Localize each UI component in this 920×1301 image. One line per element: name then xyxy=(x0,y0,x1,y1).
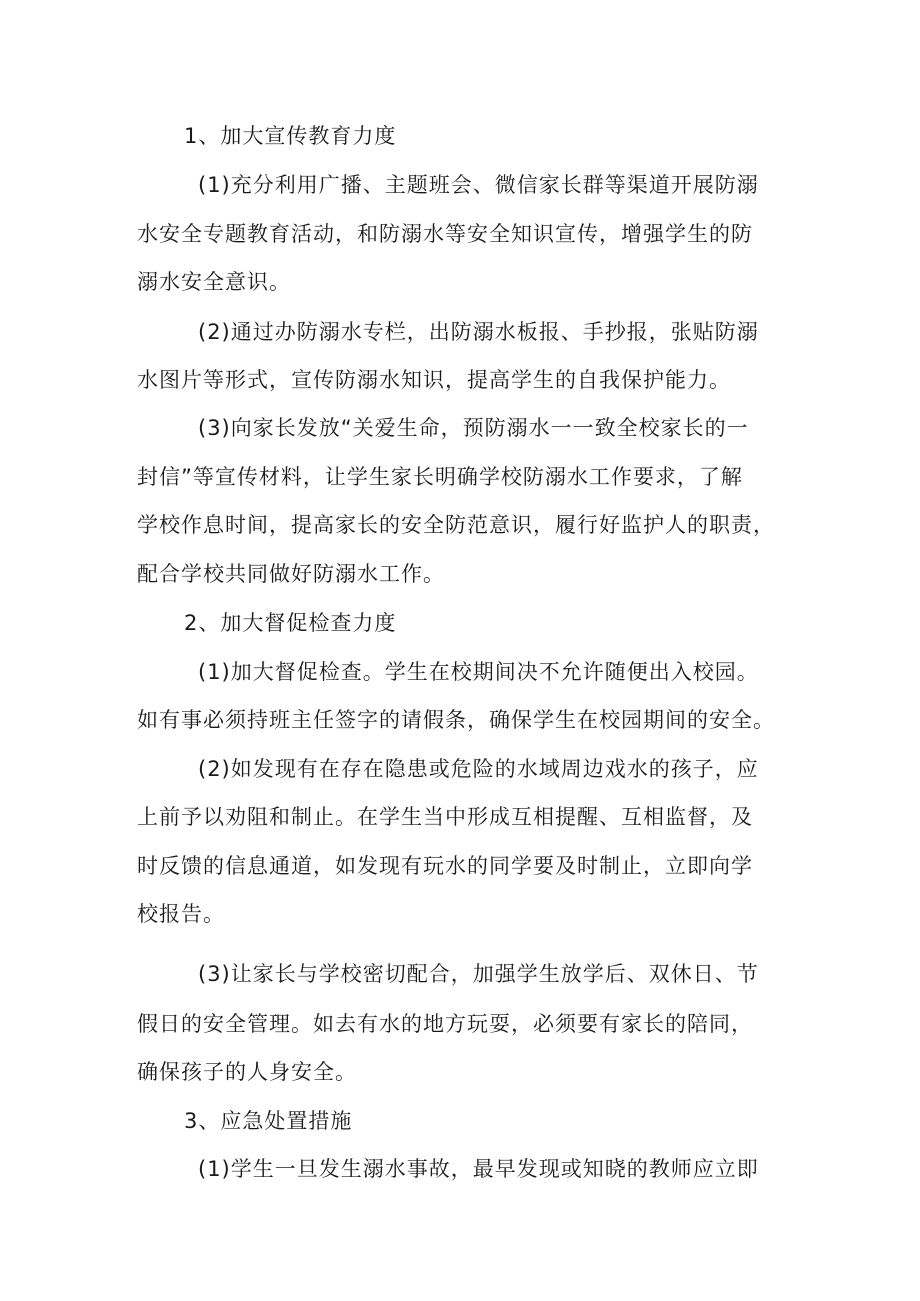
paragraph-line: 封信”等宣传材料，让学生家长明确学校防溺水工作要求，了解 xyxy=(137,465,743,489)
section-heading-3: 3、应急处置措施 xyxy=(184,1109,353,1133)
paragraph-line: 校报告。 xyxy=(137,902,225,926)
paragraph-line: (2)通过办防溺水专栏，出防溺水板报、手抄报，张贴防溺 xyxy=(198,320,759,344)
section-heading-1: 1、加大宣传教育力度 xyxy=(184,124,397,148)
section-heading-2: 2、加大督促检查力度 xyxy=(184,611,397,635)
paragraph-line: (3)让家长与学校密切配合，加强学生放学后、双休日、节 xyxy=(198,962,759,986)
paragraph-line: 水安全专题教育活动，和防溺水等安全知识宣传，增强学生的防 xyxy=(137,222,753,246)
paragraph-line: (3)向家长发放“关爱生命，预防溺水一一致全校家长的一 xyxy=(198,416,749,440)
paragraph-line: 上前予以劝阻和制止。在学生当中形成互相提醒、互相监督，及 xyxy=(137,805,753,829)
paragraph-line: 溺水安全意识。 xyxy=(137,270,291,294)
paragraph-line: 学校作息时间，提高家长的安全防范意识，履行好监护人的职责， xyxy=(137,513,775,537)
paragraph-line: 配合学校共同做好防溺水工作。 xyxy=(137,562,445,586)
paragraph-line: 如有事必须持班主任签字的请假条，确保学生在校园期间的安全。 xyxy=(137,708,775,732)
paragraph-line: (1)加大督促检查。学生在校期间决不允许随便出入校园。 xyxy=(198,660,759,684)
paragraph-line: (1)充分利用广播、主题班会、微信家长群等渠道开展防溺 xyxy=(198,173,759,197)
paragraph-line: 水图片等形式，宣传防溺水知识，提高学生的自我保护能力。 xyxy=(137,368,731,392)
paragraph-line: (1)学生一旦发生溺水事故，最早发现或知晓的教师应立即 xyxy=(198,1157,759,1181)
paragraph-line: 确保孩子的人身安全。 xyxy=(137,1060,357,1084)
paragraph-line: 假日的安全管理。如去有水的地方玩耍，必须要有家长的陪同， xyxy=(137,1012,753,1036)
paragraph-line: 时反馈的信息通道，如发现有玩水的同学要及时制止，立即向学 xyxy=(137,854,753,878)
paragraph-line: (2)如发现有在存在隐患或危险的水域周边戏水的孩子，应 xyxy=(198,757,759,781)
